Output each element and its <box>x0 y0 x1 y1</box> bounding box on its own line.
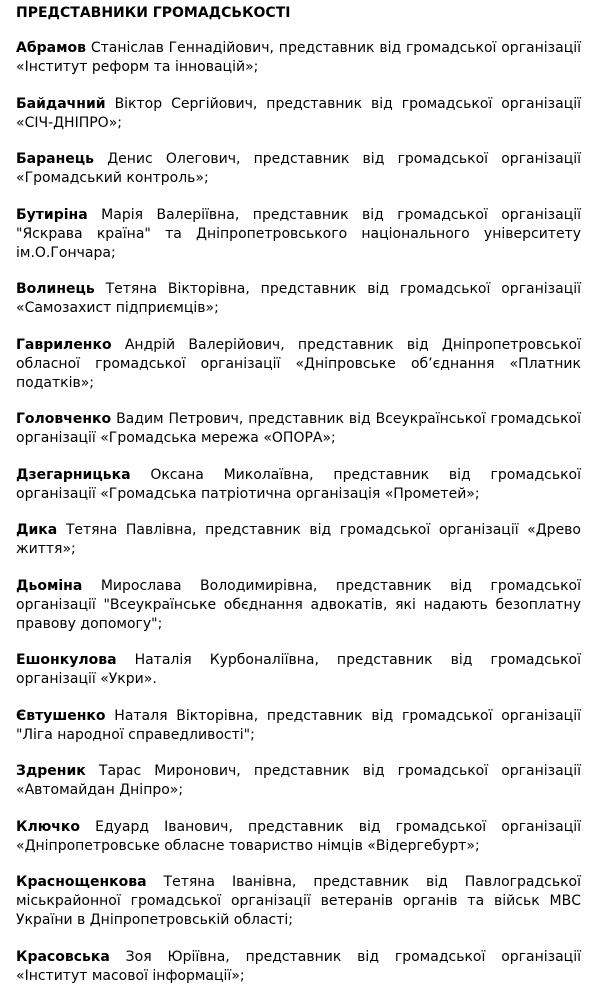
member-entry <box>16 948 581 986</box>
member-entry <box>16 410 581 448</box>
member-details: Андрій Валерійович, представник від Дніпропетровської обласної громадської організації «Дніпровське об’єднання «Платник податків»; <box>16 336 581 391</box>
member-surname: Здреник <box>16 763 86 779</box>
member-entry <box>16 206 581 263</box>
member-entry <box>16 577 581 634</box>
member-details: Тарас Миронович, представник від громадської організації «Автомайдан Дніпро»; <box>16 763 581 798</box>
member-surname: Краснощенкова <box>16 874 147 890</box>
member-details: Мирослава Володимирівна, представник від громадської організації "Всеукраїнське обєднання адвокатів, які надають безоплатну правову допомогу"; <box>16 577 581 632</box>
member-surname: Гавриленко <box>16 336 112 353</box>
member-surname: Волинець <box>16 281 95 297</box>
page-heading: ПРЕДСТАВНИКИ ГРОМАДСЬКОСТІ <box>16 5 291 21</box>
member-entry <box>16 39 581 77</box>
member-details: Наталія Курбоналіївна, представник від громадської організації «Укри». <box>16 652 581 687</box>
member-surname: Байдачний <box>16 95 106 112</box>
member-details: Тетяна Павлівна, представник від громадської організації «Древо життя»; <box>16 522 581 557</box>
member-details: Оксана Миколаївна, представник від громадської організації «Громадська патріотична організація «Прометей»; <box>16 466 581 502</box>
member-surname: Красовська <box>16 948 110 965</box>
member-surname: Баранець <box>16 151 94 167</box>
member-entry <box>16 707 581 745</box>
member-entry <box>16 280 581 318</box>
member-entry <box>16 762 581 800</box>
member-surname: Головченко <box>16 411 112 427</box>
member-surname: Бутиріна <box>16 206 88 223</box>
member-details: Зоя Юріївна, представник від громадської організації «Інститут масової інформації»; <box>16 948 581 984</box>
member-details: Тетяна Іванівна, представник від Павлоградської міськрайонної громадської організації ветеранів органів та військ МВС України в Дніпропетровській області; <box>16 874 581 928</box>
member-surname: Євтушенко <box>16 707 106 724</box>
member-entry <box>16 95 581 133</box>
member-details: Наталя Вікторівна, представник від громадської організації "Ліга народної справедливості"; <box>16 707 581 743</box>
member-entry <box>16 150 581 188</box>
member-surname: Ключко <box>16 818 81 835</box>
member-entry <box>16 336 581 393</box>
member-details: Станіслав Геннадійович, представник від громадської організації «Інститут реформ та інновацій»; <box>16 40 581 75</box>
member-details: Марія Валеріївна, представник від громадської організації "Яскрава країна" та Дніпропетровського національного університету ім.О.Гончара; <box>16 206 582 261</box>
member-entry <box>16 818 581 856</box>
member-surname: Дьоміна <box>16 577 83 594</box>
member-entry <box>16 651 581 689</box>
member-details: Вадим Петрович, представник від Всеукраїнської громадської організації «Громадська мережа «ОПОРА»; <box>16 411 581 446</box>
member-surname: Дика <box>16 522 58 538</box>
member-surname: Дзегарницька <box>16 466 131 483</box>
member-surname: Абрамов <box>16 40 86 56</box>
member-details: Тетяна Вікторівна, представник від громадської організації «Самозахист підприємців»; <box>16 281 582 316</box>
member-entry <box>16 521 581 559</box>
member-surname: Ешонкулова <box>16 652 117 668</box>
member-entry <box>16 466 581 504</box>
member-entry <box>16 873 581 930</box>
member-details: Денис Олегович, представник від громадської організації «Громадський контроль»; <box>16 151 582 186</box>
member-details: Едуард Іванович, представник від громадської організації «Дніпропетровське обласне товариство німців «Відергебурт»; <box>16 818 581 854</box>
member-details: Віктор Сергійович, представник від громадської організації «СІЧ-ДНІПРО»; <box>16 95 581 131</box>
